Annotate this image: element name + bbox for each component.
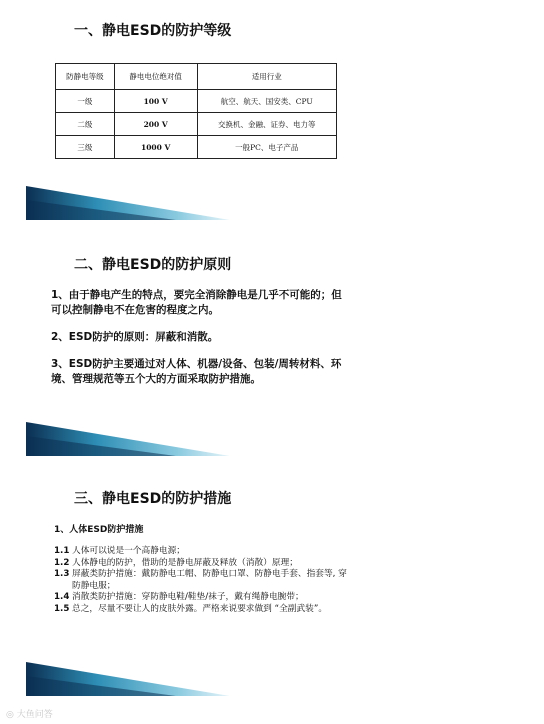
table-row [56,113,337,136]
table-header-cell: 适用行业 [197,64,336,90]
item-text: 人体静电的防护，借助的是静电屏蔽及释放（消散）原理； [72,557,298,568]
item-number: 1.2 [54,557,70,568]
table-row [56,90,337,113]
industry-cell: 交换机、金融、证券、电力等 [197,113,336,136]
slide-protection-principles [0,232,544,468]
item-text: 人体可以说是一个高静电源； [72,546,185,556]
table-header-cell: 静电电位绝对值 [114,64,197,90]
item-text: 总之，尽量不要让人的皮肤外露。严格来说要求做到 “全副武装”。 [72,603,328,614]
slide-title: 二、静电ESD的防护原则 [74,257,232,273]
voltage-cell: 200 V [114,113,197,136]
list-item: 3、ESD防护主要通过对人体、机器/设备、包装/周转材料、环境、管理规范等五个大的方面采取防护措施。 [51,358,342,385]
voltage-cell: 1000 V [114,136,197,159]
protection-level-table [55,63,337,159]
level-cell: 二级 [56,113,115,136]
slide-protection-measures [0,468,544,724]
item-number: 1.1 [54,546,70,556]
item-number: 1.4 [54,592,70,603]
list-item [54,558,354,570]
industry-cell: 一般PC、电子产品 [197,136,336,159]
item-number: 1.5 [54,603,70,614]
item-number: 1.3 [54,569,70,580]
list-item: 2、ESD防护的原则：屏蔽和消散。 [51,331,219,343]
decorative-wedge [26,422,230,456]
watermark-text: 大鱼问答 [16,710,53,720]
decorative-wedge [26,662,230,696]
section-subtitle: 1、人体ESD防护措施 [54,525,144,535]
watermark [6,707,53,720]
industry-cell: 航空、航天、国安类、CPU [197,90,336,113]
list-item [54,569,354,592]
level-cell: 三级 [56,136,115,159]
voltage-cell: 100 V [114,90,197,113]
level-cell: 一级 [56,90,115,113]
list-item [54,546,354,558]
list-item: 1、由于静电产生的特点，要完全消除静电是几乎不可能的；但可以控制静电不在危害的程度之内。 [51,289,342,316]
decorative-wedge [26,186,230,220]
table-header-row [56,64,337,90]
item-text: 消散类防护措施：穿防静电鞋/鞋垫/袜子，戴有绳静电腕带； [72,592,304,603]
list-item [54,592,354,604]
list-item [54,604,354,616]
table-row [56,136,337,159]
item-text: 屏蔽类防护措施：戴防静电工帽、防静电口罩、防静电手套、指套等, 穿防静电服； [72,569,347,591]
slide-title: 三、静电ESD的防护措施 [74,491,232,507]
measure-list [54,546,354,616]
slide-title: 一、静电ESD的防护等级 [74,23,232,39]
table-header-cell: 防静电等级 [56,64,115,90]
slide-protection-levels [0,0,544,232]
principle-list [51,288,351,399]
watermark-icon: ◎ [6,710,14,720]
